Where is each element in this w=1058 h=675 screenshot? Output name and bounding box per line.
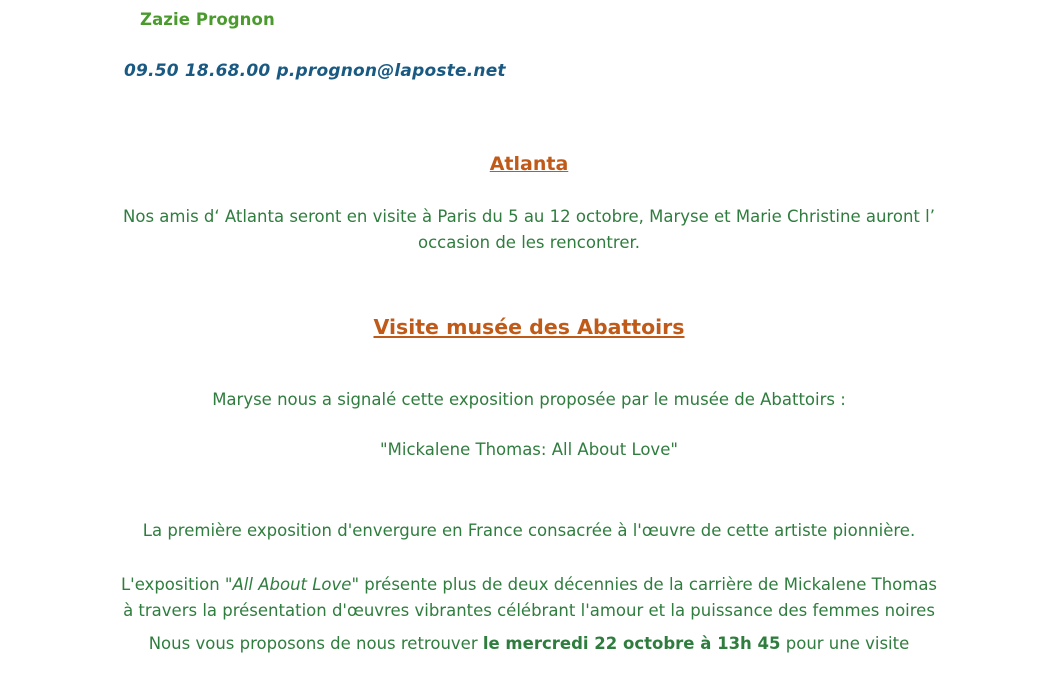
paragraph-maryse-intro: Maryse nous a signalé cette exposition proposée par le musée de Abattoirs : [212, 389, 846, 409]
paragraph-atlanta: Nos amis d‘ Atlanta seront en visite à Paris du 5 au 12 octobre, Maryse et Marie Christine auront l’ occasion de les rencontrer. [123, 207, 935, 253]
section-heading-atlanta: Atlanta [489, 153, 569, 175]
section-heading-visite-musee: Visite musée des Abattoirs [373, 314, 685, 339]
paragraph-rendezvous [0, 625, 1058, 657]
exhibition-title: "Mickalene Thomas: All About Love" [380, 440, 678, 460]
description-rest: présente plus de deux décennies de la carrière de Mickalene Thomas à travers la présentation d'œuvres vibrantes célébrant l'amour et la puissance des femmes noires [123, 574, 938, 621]
rdv-rest: pour une visite [780, 633, 910, 653]
paragraph-exhibition-description [0, 544, 1058, 625]
description-lead: L'exposition " [120, 574, 233, 594]
rdv-lead: Nous vous proposons de nous retrouver [148, 633, 483, 653]
signature-name: Zazie Prognon [140, 10, 275, 29]
signature-contact: 09.50 18.68.00 p.prognon@laposte.net [124, 61, 506, 81]
paragraph-exhibition-subtitle: La première exposition d'envergure en France consacrée à l'œuvre de cette artiste pionnière. [142, 520, 916, 540]
rdv-date: le mercredi 22 octobre à 13h 45 [482, 633, 781, 653]
description-italic-title: All About Love" [232, 574, 360, 594]
